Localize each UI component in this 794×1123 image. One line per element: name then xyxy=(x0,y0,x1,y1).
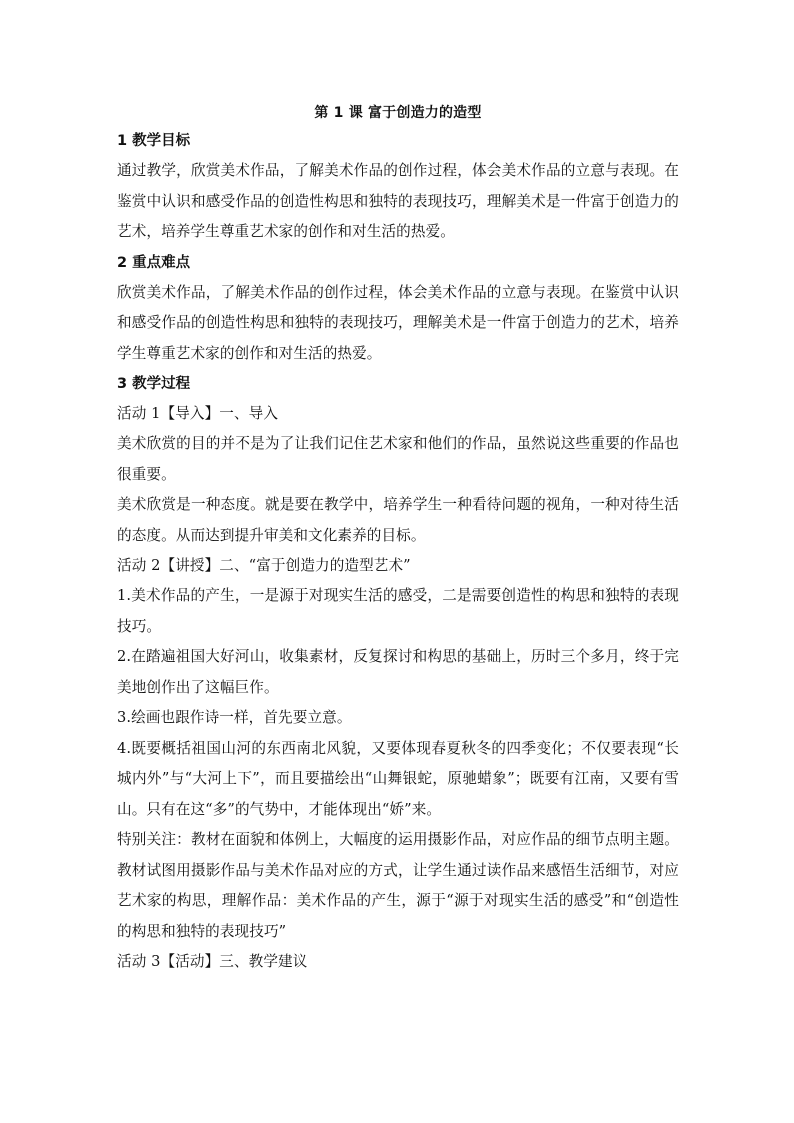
activity-1-label: 活动 1【导入】一、导入 xyxy=(117,405,279,422)
activity-2-label: 活动 2【讲授】二、“富于创造力的造型艺术” xyxy=(117,557,411,574)
document-page xyxy=(117,100,679,977)
section-heading-key-points: 2 重点难点 xyxy=(117,254,191,271)
activity-2-note: 特别关注：教材在面貌和体例上，大幅度的运用摄影作品，对应作品的细节点明主题。教材试图用摄影作品与美术作品对应的方式，让学生通过读作品来感悟生活细节，对应艺术家的构思，理解作品：美术作品的产生，源于“源于对现实生活的感受”和“创造性的构思和独特的表现技巧” xyxy=(117,831,679,940)
activity-3-label: 活动 3【活动】三、教学建议 xyxy=(117,953,308,970)
key-points-paragraph: 欣赏美术作品，了解美术作品的创作过程，体会美术作品的立意与表现。在鉴赏中认识和感受作品的创造性构思和独特的表现技巧，理解美术是一件富于创造力的艺术，培养学生尊重艺术家的创作和对生活的热爱。 xyxy=(117,283,679,362)
activity-2-item-4: 4.既要概括祖国山河的东西南北风貌，又要体现春夏秋冬的四季变化；不仅要表现“长城内外”与“大河上下”，而且要描绘出“山舞银蛇，原驰蜡象”；既要有江南，又要有雪山。只有在这“多”的气势中，才能体现出“娇”来。 xyxy=(117,739,679,818)
document-title: 第 1 课 富于创造力的造型 xyxy=(314,105,482,121)
activity-2-item-2: 2.在踏遍祖国大好河山，收集素材，反复探讨和构思的基础上，历时三个多月，终于完美地创作出了这幅巨作。 xyxy=(117,648,679,696)
section-heading-process: 3 教学过程 xyxy=(117,376,191,392)
activity-2-item-3: 3.绘画也跟作诗一样，首先要立意。 xyxy=(117,709,352,726)
section-heading-objectives: 1 教学目标 xyxy=(117,133,191,149)
activity-1-paragraph-1: 美术欣赏的目的并不是为了让我们记住艺术家和他们的作品，虽然说这些重要的作品也很重要。 xyxy=(117,435,679,483)
activity-2-item-1: 1.美术作品的产生，一是源于对现实生活的感受，二是需要创造性的构思和独特的表现技巧。 xyxy=(117,587,679,635)
activity-1-paragraph-2: 美术欣赏是一种态度。就是要在教学中，培养学生一种看待问题的视角，一种对待生活的态度。从而达到提升审美和文化素养的目标。 xyxy=(117,496,679,544)
objectives-paragraph: 通过教学，欣赏美术作品，了解美术作品的创作过程，体会美术作品的立意与表现。在鉴赏中认识和感受作品的创造性构思和独特的表现技巧，理解美术是一件富于创造力的艺术，培养学生尊重艺术家的创作和对生活的热爱。 xyxy=(117,162,679,240)
